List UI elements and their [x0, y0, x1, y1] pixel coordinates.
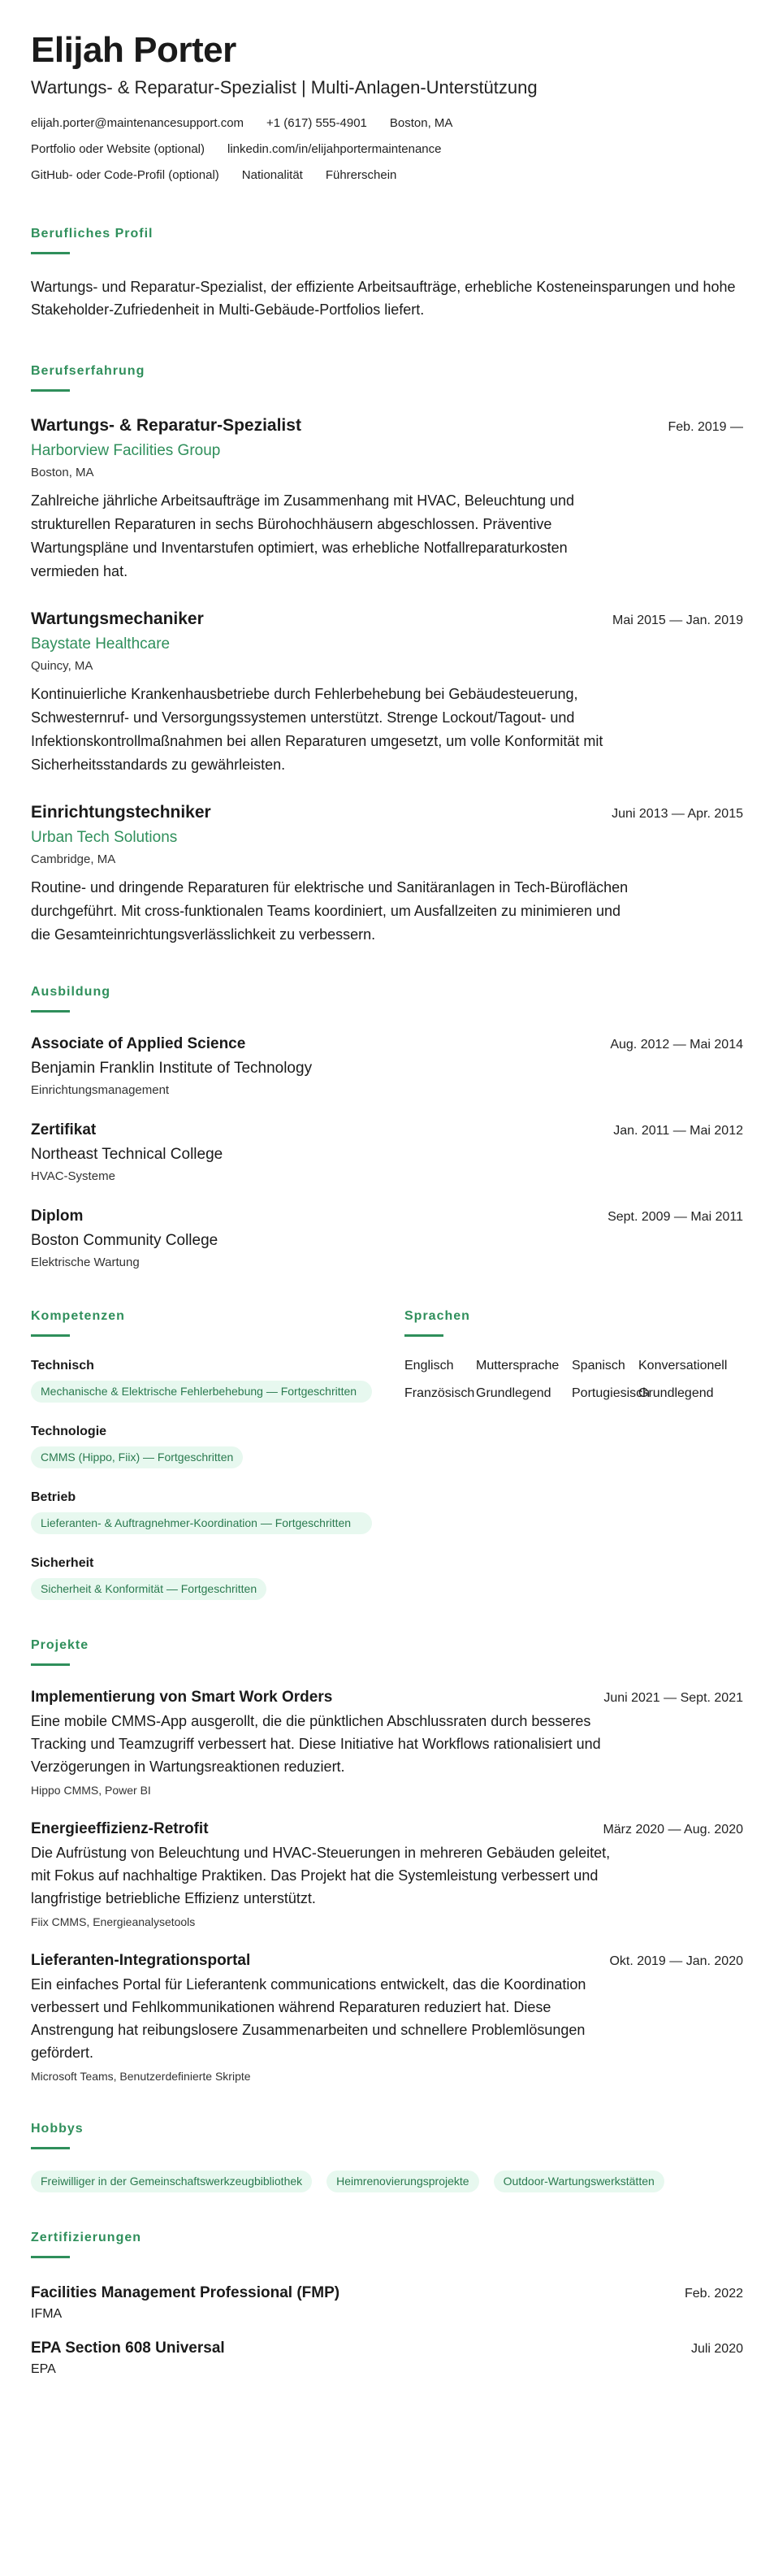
certification-title: Facilities Management Professional (FMP)	[31, 2284, 340, 2301]
certification-date: Juli 2020	[690, 2342, 743, 2356]
project-description: Die Aufrüstung von Beleuchtung und HVAC-Steuerungen in mehreren Gebäuden geleitet, mit Fokus auf nachhaltige Praktiken. Das Projekt hat die Systemleistung verbessert und langfristige betriebliche Effizienz unterstützt.	[31, 1845, 611, 1906]
education-section	[31, 984, 743, 1271]
portfolio-link[interactable]: Portfolio oder Website (optional)	[31, 142, 205, 156]
language-level: Konversationell	[638, 1359, 728, 1373]
skill-category: Technologie	[31, 1425, 107, 1438]
phone-number: +1 (617) 555-4901	[266, 116, 367, 130]
degree-title: Associate of Applied Science	[31, 1035, 246, 1052]
education-date: Sept. 2009 — Mai 2011	[608, 1210, 743, 1224]
section-divider	[31, 389, 70, 392]
skill-pill: Lieferanten- & Auftragnehmer-Koordination — Fortgeschritten	[31, 1512, 372, 1534]
project-entry	[31, 1687, 743, 1798]
project-entry	[31, 1819, 743, 1929]
school-name: Boston Community College	[31, 1232, 218, 1249]
education-entry	[31, 1120, 743, 1185]
project-title: Lieferanten-Integrationsportal	[31, 1952, 251, 1969]
hobby-pill: Freiwilliger in der Gemeinschaftswerkzeugbibliothek	[31, 2171, 312, 2192]
project-date: März 2020 — Aug. 2020	[603, 1823, 743, 1837]
profile-section	[31, 226, 743, 321]
project-tech: Hippo CMMS, Power BI	[31, 1784, 151, 1797]
project-title: Energieeffizienz-Retrofit	[31, 1820, 209, 1837]
skill-pill: Sicherheit & Konformität — Fortgeschritten	[31, 1578, 266, 1600]
job-entry	[31, 801, 743, 947]
job-entry	[31, 414, 743, 583]
language-level: Muttersprache	[476, 1359, 560, 1373]
section-title: Projekte	[31, 1638, 89, 1652]
school-name: Benjamin Franklin Institute of Technology	[31, 1060, 313, 1077]
project-title: Implementierung von Smart Work Orders	[31, 1689, 333, 1706]
skill-pill: Mechanische & Elektrische Fehlerbehebung — Fortgeschritten	[31, 1381, 372, 1403]
job-location: Quincy, MA	[31, 659, 93, 673]
job-entry	[31, 608, 743, 777]
hobbies-section	[31, 2121, 743, 2192]
project-description: Eine mobile CMMS-App ausgerollt, die die pünktlichen Abschlussraten durch besseres Tracking und Teamzugriff verbessert hat. Diese Initiative hat Workflows rationalisiert und Verzögerungen in Wartungsreaktionen reduziert.	[31, 1713, 601, 1775]
job-date: Feb. 2019 —	[668, 420, 743, 434]
company-name: Urban Tech Solutions	[31, 829, 178, 846]
education-date: Aug. 2012 — Mai 2014	[610, 1038, 743, 1052]
skill-group	[31, 1555, 372, 1600]
contact-row-3	[31, 167, 743, 184]
education-date: Jan. 2011 — Mai 2012	[613, 1124, 743, 1138]
school-name: Northeast Technical College	[31, 1146, 223, 1163]
email-link[interactable]: elijah.porter@maintenancesupport.com	[31, 116, 244, 130]
section-title: Ausbildung	[31, 985, 110, 999]
skill-group	[31, 1490, 372, 1534]
section-divider	[31, 1334, 70, 1337]
section-divider	[31, 2256, 70, 2258]
section-title: Berufliches Profil	[31, 227, 154, 241]
contact-row-1	[31, 115, 743, 132]
project-description: Ein einfaches Portal für Lieferantenk communications entwickelt, das die Koordination verbessert und Fehlkommunikationen während Reparaturen reduziert hat. Diese Anstrengung hat reibungslosere Zusammenarbeiten und schnellere Problemlösungen gefördert.	[31, 1976, 586, 2061]
project-date: Okt. 2019 — Jan. 2020	[609, 1954, 743, 1968]
job-description: Zahlreiche jährliche Arbeitsaufträge im Zusammenhang mit HVAC, Beleuchtung und strukturellen Reparaturen in sechs Bürohochhäusern abgeschlossen. Präventive Wartungspläne und Inventarstufen optimiert, was erhebliche Notfallreparaturkosten vermieden hat.	[31, 492, 575, 579]
job-description: Kontinuierliche Krankenhausbetriebe durch Fehlerbehebung bei Gebäudesteuerung, Schwesternruf- und Versorgungssystemen unterstützt. Strenge Lockout/Tagout- und Infektionskontrollmaßnahmen bei allen Reparaturen umgesetzt, um volle Konformität mit Sicherheitsstandards zu gewährleisten.	[31, 686, 603, 773]
hobby-list	[31, 2171, 743, 2192]
languages-section	[404, 1308, 743, 1600]
certification-org: EPA	[31, 2362, 56, 2376]
education-entry	[31, 1206, 743, 1271]
experience-section	[31, 363, 743, 947]
job-date: Juni 2013 — Apr. 2015	[612, 807, 743, 821]
section-title: Hobbys	[31, 2122, 84, 2136]
profile-summary: Wartungs- und Reparatur-Spezialist, der effiziente Arbeitsaufträge, erhebliche Kosteneinsparungen und hohe Stakeholder-Zufriedenheit in Multi-Gebäude-Portfolios liefert.	[31, 279, 736, 318]
job-date: Mai 2015 — Jan. 2019	[612, 614, 743, 627]
job-title: Wartungsmechaniker	[31, 609, 204, 628]
field-of-study: HVAC-Systeme	[31, 1169, 115, 1183]
skill-pill: CMMS (Hippo, Fiix) — Fortgeschritten	[31, 1446, 243, 1468]
language-name: Portugiesisch	[572, 1386, 651, 1400]
section-divider	[404, 1334, 443, 1337]
field-of-study: Elektrische Wartung	[31, 1255, 140, 1269]
skills-languages-row	[31, 1308, 743, 1600]
job-description: Routine- und dringende Reparaturen für elektrische und Sanitäranlagen in Tech-Büroflächen durchgeführt. Mit cross-funktionalen Teams koordiniert, um Ausfallzeiten zu minimieren und die Gesamteinrichtungsverlässlichkeit zu verbessern.	[31, 879, 629, 943]
nationality: Nationalität	[241, 168, 303, 182]
job-location: Cambridge, MA	[31, 852, 116, 866]
certification-entry	[31, 2283, 743, 2323]
hobby-pill: Heimrenovierungsprojekte	[326, 2171, 478, 2192]
skill-category: Betrieb	[31, 1490, 76, 1504]
certifications-section	[31, 2230, 743, 2379]
section-title: Zertifizierungen	[31, 2231, 142, 2244]
language-level: Grundlegend	[638, 1386, 714, 1400]
language-list	[404, 1358, 743, 1402]
resume-header	[31, 29, 743, 184]
company-name: Harborview Facilities Group	[31, 442, 221, 459]
company-name: Baystate Healthcare	[31, 635, 171, 653]
language-name: Englisch	[404, 1359, 454, 1373]
skills-section	[31, 1308, 372, 1600]
project-tech: Microsoft Teams, Benutzerdefinierte Skripte	[31, 2070, 251, 2083]
language-name: Französisch	[404, 1386, 475, 1400]
degree-title: Diplom	[31, 1208, 84, 1225]
certification-entry	[31, 2338, 743, 2379]
headline: Wartungs- & Reparatur-Spezialist | Multi-Anlagen-Unterstützung	[31, 77, 538, 98]
section-title: Berufserfahrung	[31, 364, 145, 378]
section-divider	[31, 252, 70, 254]
location: Boston, MA	[389, 116, 453, 130]
section-title: Sprachen	[404, 1309, 470, 1323]
certification-title: EPA Section 608 Universal	[31, 2340, 225, 2357]
skill-group	[31, 1424, 372, 1468]
project-date: Juni 2021 — Sept. 2021	[603, 1691, 743, 1705]
certification-date: Feb. 2022	[684, 2287, 743, 2301]
section-divider	[31, 1663, 70, 1666]
certification-org: IFMA	[31, 2307, 63, 2321]
skill-group	[31, 1358, 372, 1403]
field-of-study: Einrichtungsmanagement	[31, 1083, 170, 1097]
github-link[interactable]: GitHub- oder Code-Profil (optional)	[31, 168, 219, 182]
drivers-license: Führerschein	[325, 168, 397, 182]
job-location: Boston, MA	[31, 466, 94, 479]
contact-row-2	[31, 141, 743, 158]
section-title: Kompetenzen	[31, 1309, 125, 1323]
job-title: Einrichtungstechniker	[31, 803, 211, 822]
hobby-pill: Outdoor-Wartungswerkstätten	[494, 2171, 664, 2192]
education-entry	[31, 1034, 743, 1099]
project-entry	[31, 1950, 743, 2084]
language-name: Spanisch	[572, 1359, 625, 1373]
degree-title: Zertifikat	[31, 1121, 97, 1138]
skill-category: Technisch	[31, 1359, 94, 1373]
linkedin-link[interactable]: linkedin.com/in/elijahportermaintenance	[227, 142, 442, 156]
job-title: Wartungs- & Reparatur-Spezialist	[31, 416, 301, 435]
skill-category: Sicherheit	[31, 1556, 94, 1570]
section-divider	[31, 2147, 70, 2149]
project-tech: Fiix CMMS, Energieanalysetools	[31, 1915, 196, 1928]
language-level: Grundlegend	[476, 1386, 551, 1400]
projects-section	[31, 1637, 743, 2084]
section-divider	[31, 1010, 70, 1013]
candidate-name: Elijah Porter	[31, 30, 236, 70]
